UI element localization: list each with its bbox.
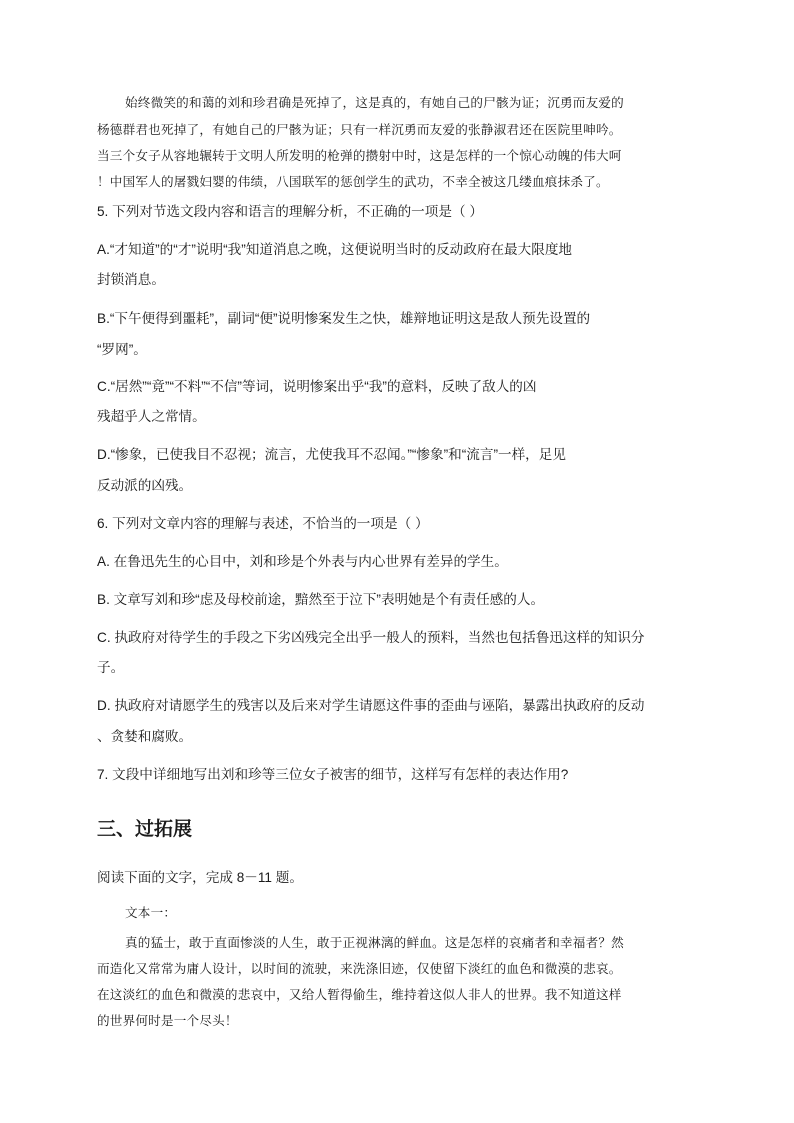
option-d: D.“惨象，已使我目不忍视；流言，尤使我耳不忍闻。”“惨象”和“流言”一样，足见 bbox=[97, 447, 566, 462]
text-one-label: 文本一： bbox=[125, 905, 177, 920]
question-stem: 6. 下列对文章内容的理解与表述，不恰当的一项是（ ） bbox=[97, 516, 429, 531]
option-b: B.“下午便得到噩耗”，副词“便”说明惨案发生之快，雄辩地证明这是敌人预先设置的 bbox=[97, 311, 591, 326]
text-one-line: 而造化又常常为庸人设计，以时间的流驶，来洗涤旧迹，仅使留下淡红的血色和微漠的悲哀。 bbox=[97, 961, 622, 976]
option-c-continued: 残超乎人之常情。 bbox=[97, 409, 206, 424]
text-one-line: 真的猛士，敢于直面惨淡的人生，敢于正视淋漓的鲜血。这是怎样的哀痛者和幸福者？然 bbox=[125, 935, 624, 950]
question-stem: 5. 下列对节选文段内容和语言的理解分析，不正确的一项是（ ） bbox=[97, 204, 483, 219]
section-heading: 三、过拓展 bbox=[97, 818, 193, 840]
option-a: A. 在鲁迅先生的心目中，刘和珍是个外表与内心世界有差异的学生。 bbox=[97, 554, 508, 569]
option-c-continued: 子。 bbox=[97, 660, 125, 675]
option-d: D. 执政府对请愿学生的残害以及后来对学生请愿这件事的歪曲与诬陷，暴露出执政府的反动 bbox=[97, 698, 645, 713]
option-c: C. 执政府对待学生的手段之下劣凶残完全出乎一般人的预料，当然也包括鲁迅这样的知识分 bbox=[97, 630, 645, 645]
option-b-continued: “罗网”。 bbox=[97, 342, 147, 357]
option-a: A.“才知道”的“才”说明“我”知道消息之晚，这便说明当时的反动政府在最大限度地 bbox=[97, 242, 573, 257]
option-b: B. 文章写刘和珍“虑及母校前途，黯然至于泣下”表明她是个有责任感的人。 bbox=[97, 592, 545, 607]
passage-line: 始终微笑的和蔼的刘和珍君确是死掉了，这是真的，有她自己的尸骸为证；沉勇而友爱的 bbox=[125, 95, 624, 110]
passage-line: 杨德群君也死掉了，有她自己的尸骸为证；只有一样沉勇而友爱的张静淑君还在医院里呻吟。 bbox=[97, 122, 622, 137]
option-a-continued: 封锁消息。 bbox=[97, 272, 165, 287]
question-7-stem: 7. 文段中详细地写出刘和珍等三位女子被害的细节，这样写有怎样的表达作用? bbox=[97, 767, 569, 782]
reading-instruction: 阅读下面的文字，完成 8－11 题。 bbox=[97, 870, 303, 885]
text-one-line: 的世界何时是一个尽头！ bbox=[97, 1013, 238, 1028]
option-c: C.“居然”“竟”“不料”“不信”等词，说明惨案出乎“我”的意料，反映了敌人的凶 bbox=[97, 379, 537, 394]
passage-line: ！中国军人的屠戮妇婴的伟绩，八国联军的惩创学生的武功，不幸全被这几缕血痕抹杀了。 bbox=[97, 174, 609, 189]
passage-line: 当三个女子从容地辗转于文明人所发明的枪弹的攒射中时，这是怎样的一个惊心动魄的伟大呵 bbox=[97, 148, 622, 163]
option-d-continued: 反动派的凶残。 bbox=[97, 478, 193, 493]
option-d-continued: 、贪婪和腐败。 bbox=[97, 729, 193, 744]
text-one-line: 在这淡红的血色和微漠的悲哀中，又给人暂得偷生，维持着这似人非人的世界。我不知道这样 bbox=[97, 987, 622, 1002]
